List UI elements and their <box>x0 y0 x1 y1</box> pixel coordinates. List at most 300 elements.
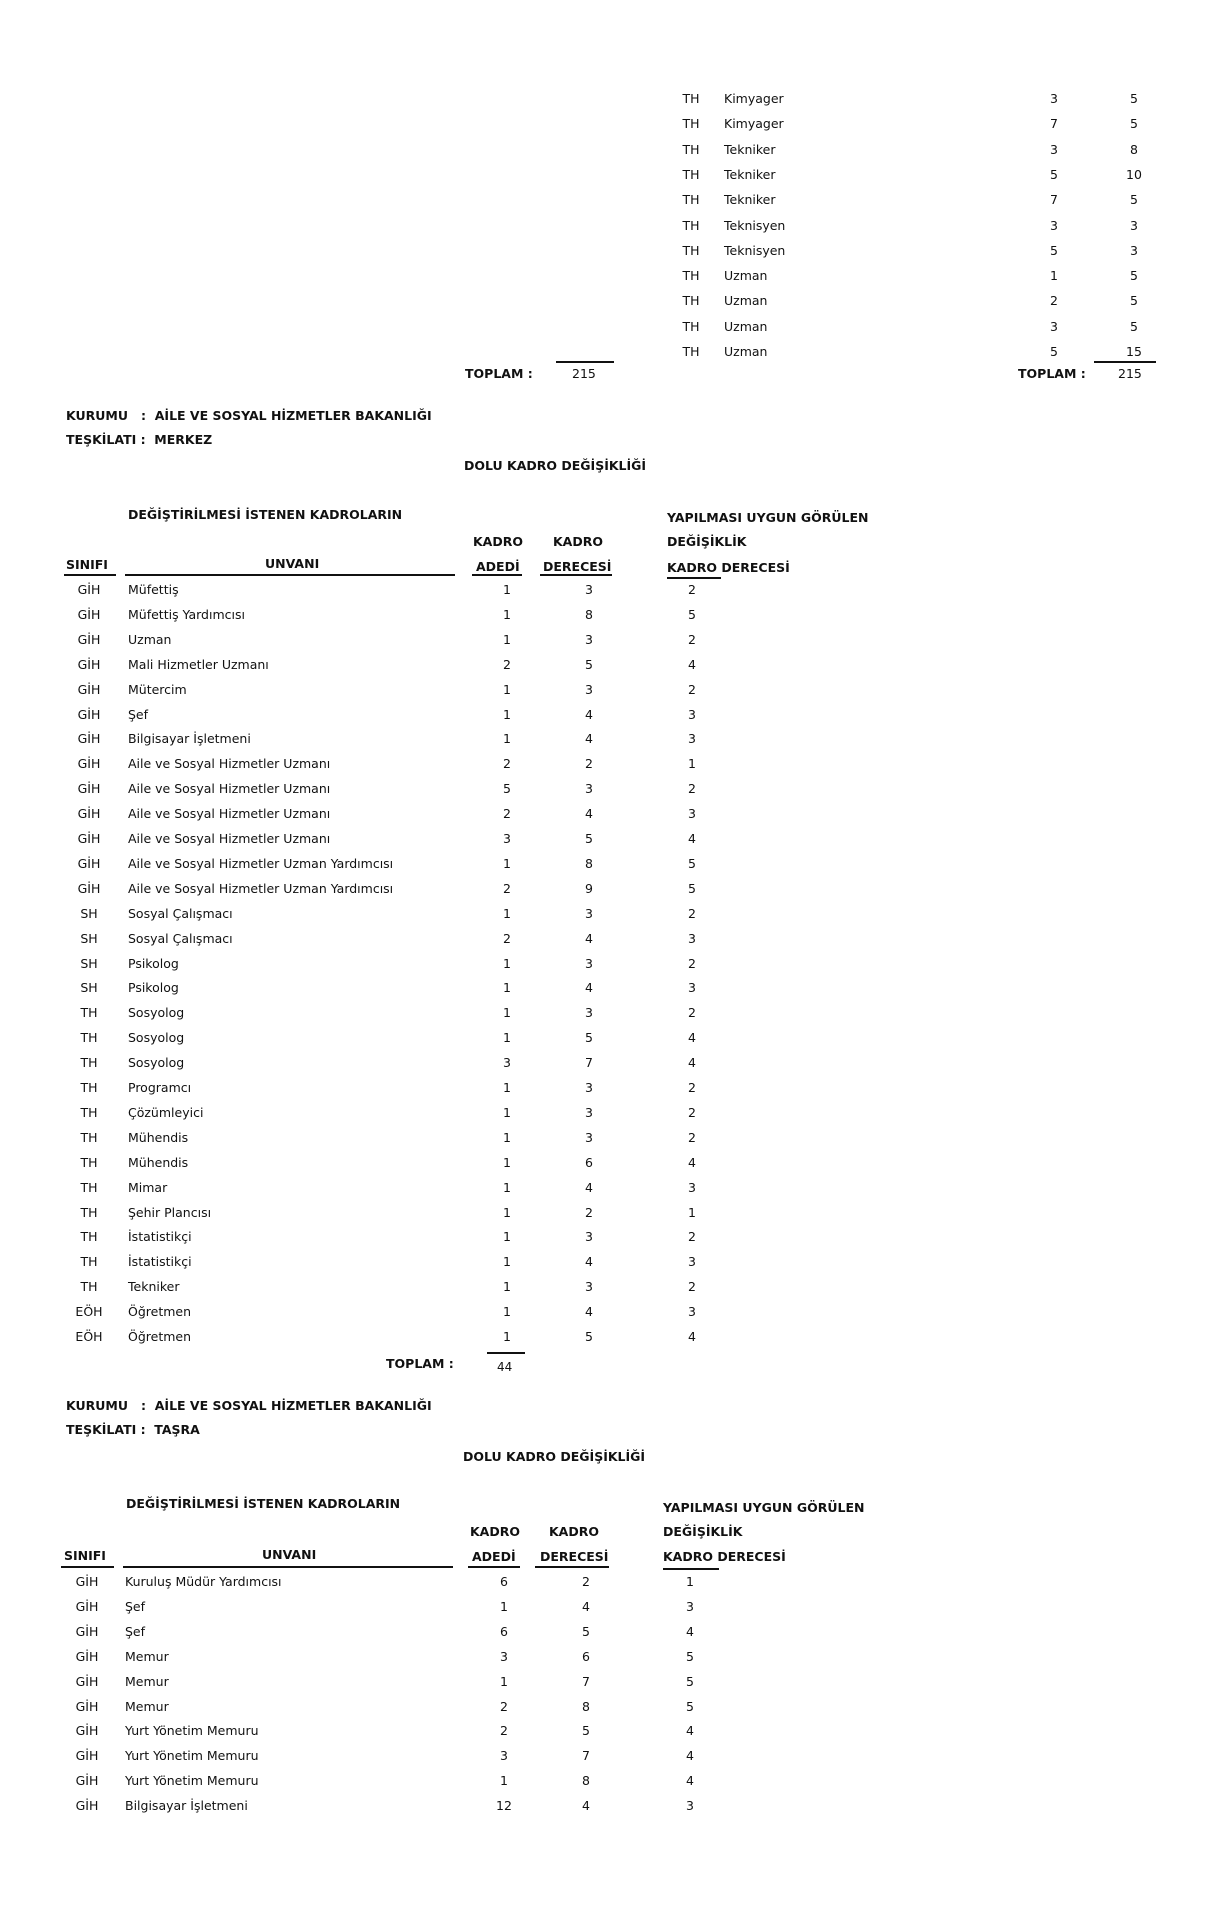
table-row <box>0 314 1223 339</box>
table-row <box>0 1718 1223 1743</box>
table-row <box>0 801 1223 826</box>
cell-unvan: Bilgisayar İşletmeni <box>128 731 251 747</box>
table-row <box>0 1175 1223 1200</box>
cell-unvan: Öğretmen <box>128 1304 192 1320</box>
top-left-total-line <box>556 361 614 363</box>
cell-derece: 8 <box>582 1773 590 1789</box>
cell-unvan: Psikolog <box>128 955 179 971</box>
cell-derece: 5 <box>585 831 593 846</box>
cell-adet: 1 <box>503 1304 511 1320</box>
cell-yeni: 3 <box>686 1598 694 1614</box>
cell-unvan: Uzman <box>128 631 172 647</box>
table-row <box>0 1274 1223 1299</box>
table-row <box>0 1100 1223 1125</box>
cell-derece: 6 <box>585 1154 593 1170</box>
cell-derece: 5 <box>1130 293 1138 309</box>
cell-derece: 5 <box>1130 318 1138 334</box>
cell-derece: 5 <box>1130 192 1138 208</box>
tasra-col-kadro-adet: KADRO <box>470 1524 520 1539</box>
cell-derece: 3 <box>585 631 593 647</box>
cell-sinif: EÖH <box>75 1304 103 1320</box>
cell-unvan: Memur <box>125 1673 169 1689</box>
table-row <box>0 1150 1223 1175</box>
cell-adet: 7 <box>1050 116 1058 132</box>
cell-unvan: Öğretmen <box>128 1329 192 1344</box>
tasra-right-heading-3: KADRO DERECESİ <box>663 1549 786 1564</box>
cell-adet: 1 <box>1050 268 1058 284</box>
cell-yeni: 4 <box>688 831 696 846</box>
cell-unvan: İstatistikçi <box>128 1229 192 1245</box>
cell-unvan: Programcı <box>128 1080 192 1095</box>
cell-adet: 3 <box>500 1748 508 1764</box>
top-left-total: 215 <box>572 366 596 381</box>
cell-unvan: Sosyal Çalışmacı <box>128 905 233 921</box>
cell-adet: 3 <box>1050 217 1058 233</box>
cell-adet: 6 <box>500 1574 508 1589</box>
cell-unvan: Teknisyen <box>724 217 786 233</box>
cell-derece: 4 <box>585 980 593 996</box>
tasra-col-kadro-derece: KADRO <box>549 1524 599 1539</box>
cell-unvan: Çözümleyici <box>128 1104 204 1120</box>
cell-derece: 7 <box>585 1055 593 1071</box>
cell-adet: 1 <box>503 955 511 971</box>
cell-adet: 1 <box>503 980 511 996</box>
table-row <box>0 1200 1223 1225</box>
cell-sinif: SH <box>80 955 98 971</box>
merkez-left-heading: DEĞİŞTİRİLMESİ İSTENEN KADROLARIN <box>128 507 403 522</box>
cell-yeni: 2 <box>688 1279 696 1295</box>
cell-sinif: TH <box>682 293 700 309</box>
cell-derece: 8 <box>582 1698 590 1714</box>
cell-adet: 5 <box>503 781 511 797</box>
top-right-total-label: TOPLAM : <box>1018 366 1086 381</box>
cell-adet: 1 <box>503 1080 511 1095</box>
table-row <box>0 826 1223 851</box>
cell-sinif: GİH <box>75 1648 99 1664</box>
cell-derece: 3 <box>585 681 593 697</box>
cell-adet: 5 <box>1050 242 1058 258</box>
merkez-teskilati: TEŞKİLATI : MERKEZ <box>66 432 213 447</box>
cell-yeni: 3 <box>688 1304 696 1320</box>
tasra-section-title: DOLU KADRO DEĞİŞİKLİĞİ <box>463 1449 646 1464</box>
tasra-header-line-derecesi <box>535 1566 609 1568</box>
cell-sinif: GİH <box>75 1723 99 1739</box>
cell-yeni: 1 <box>688 756 696 772</box>
cell-adet: 7 <box>1050 192 1058 208</box>
cell-unvan: Memur <box>125 1648 169 1664</box>
cell-derece: 8 <box>585 855 593 871</box>
cell-sinif: TH <box>80 1080 98 1095</box>
cell-sinif: GİH <box>75 1673 99 1689</box>
cell-sinif: GİH <box>77 831 101 846</box>
table-row <box>0 1000 1223 1025</box>
cell-derece: 5 <box>585 656 593 672</box>
cell-adet: 1 <box>503 1129 511 1145</box>
tasra-kurumu: KURUMU : AİLE VE SOSYAL HİZMETLER BAKANLIĞI <box>66 1398 432 1413</box>
cell-sinif: GİH <box>77 582 101 597</box>
cell-unvan: Tekniker <box>724 166 776 182</box>
cell-sinif: SH <box>80 930 98 946</box>
cell-unvan: Uzman <box>724 268 768 284</box>
cell-sinif: GİH <box>77 656 101 672</box>
cell-yeni: 5 <box>686 1673 694 1689</box>
cell-sinif: TH <box>682 166 700 182</box>
cell-derece: 4 <box>585 731 593 747</box>
cell-yeni: 2 <box>688 1104 696 1120</box>
cell-yeni: 3 <box>688 930 696 946</box>
cell-derece: 3 <box>585 1129 593 1145</box>
cell-derece: 5 <box>1130 91 1138 106</box>
table-row <box>0 975 1223 1000</box>
cell-sinif: GİH <box>75 1773 99 1789</box>
cell-yeni: 2 <box>688 1229 696 1245</box>
cell-unvan: Şef <box>125 1623 146 1639</box>
cell-sinif: TH <box>682 268 700 284</box>
cell-sinif: GİH <box>77 706 101 722</box>
cell-yeni: 2 <box>688 631 696 647</box>
cell-sinif: GİH <box>75 1748 99 1764</box>
merkez-col-derecesi: DERECESİ <box>543 559 612 574</box>
cell-unvan: Tekniker <box>128 1279 180 1295</box>
cell-sinif: TH <box>682 141 700 157</box>
cell-yeni: 4 <box>688 1030 696 1046</box>
cell-adet: 2 <box>503 930 511 946</box>
cell-sinif: TH <box>80 1229 98 1245</box>
cell-unvan: Yurt Yönetim Memuru <box>125 1723 259 1739</box>
cell-sinif: GİH <box>75 1698 99 1714</box>
cell-unvan: Sosyolog <box>128 1030 185 1046</box>
merkez-right-heading-3: KADRO DERECESİ <box>667 560 790 575</box>
cell-unvan: Yurt Yönetim Memuru <box>125 1773 259 1789</box>
table-row <box>0 901 1223 926</box>
cell-unvan: Sosyolog <box>128 1055 185 1071</box>
merkez-col-sinifi: SINIFI <box>66 557 108 572</box>
cell-adet: 3 <box>1050 318 1058 334</box>
cell-adet: 1 <box>503 855 511 871</box>
table-row <box>0 1619 1223 1644</box>
tasra-header-line-sinifi <box>61 1566 114 1568</box>
cell-adet: 1 <box>503 631 511 647</box>
cell-yeni: 2 <box>688 582 696 597</box>
cell-derece: 6 <box>582 1648 590 1664</box>
cell-adet: 1 <box>503 1154 511 1170</box>
table-row <box>0 726 1223 751</box>
cell-derece: 5 <box>585 1329 593 1344</box>
table-row <box>0 1594 1223 1619</box>
cell-unvan: Uzman <box>724 344 768 359</box>
table-row <box>0 1644 1223 1669</box>
cell-yeni: 3 <box>686 1798 694 1814</box>
tasra-col-sinifi: SINIFI <box>64 1548 106 1563</box>
cell-unvan: Mühendis <box>128 1129 189 1145</box>
cell-sinif: GİH <box>77 681 101 697</box>
cell-adet: 1 <box>503 905 511 921</box>
cell-adet: 5 <box>1050 344 1058 359</box>
cell-derece: 3 <box>585 905 593 921</box>
cell-sinif: GİH <box>75 1598 99 1614</box>
cell-sinif: TH <box>682 217 700 233</box>
cell-yeni: 3 <box>688 706 696 722</box>
cell-unvan: Mütercim <box>128 681 187 697</box>
cell-yeni: 5 <box>688 606 696 622</box>
cell-adet: 1 <box>503 1229 511 1245</box>
cell-yeni: 4 <box>688 656 696 672</box>
cell-derece: 2 <box>585 1204 593 1220</box>
table-row <box>0 1669 1223 1694</box>
merkez-total: 44 <box>497 1360 513 1374</box>
cell-derece: 3 <box>585 1279 593 1295</box>
cell-unvan: İstatistikçi <box>128 1254 192 1270</box>
table-row <box>0 851 1223 876</box>
cell-sinif: GİH <box>77 606 101 622</box>
cell-sinif: GİH <box>77 631 101 647</box>
merkez-header-line-adedi <box>472 574 522 576</box>
cell-adet: 1 <box>503 681 511 697</box>
cell-adet: 1 <box>503 731 511 747</box>
top-left-total-label: TOPLAM : <box>465 366 533 381</box>
tasra-right-heading-2: DEĞİŞİKLİK <box>663 1524 743 1539</box>
cell-sinif: TH <box>682 91 700 106</box>
table-row <box>0 1569 1223 1594</box>
cell-sinif: TH <box>80 1129 98 1145</box>
cell-adet: 1 <box>503 582 511 597</box>
cell-yeni: 5 <box>688 855 696 871</box>
cell-sinif: GİH <box>77 731 101 747</box>
tasra-teskilati: TEŞKİLATI : TAŞRA <box>66 1422 200 1437</box>
cell-derece: 15 <box>1126 344 1142 359</box>
cell-yeni: 2 <box>688 955 696 971</box>
cell-yeni: 5 <box>688 880 696 896</box>
cell-unvan: Uzman <box>724 318 768 334</box>
cell-sinif: GİH <box>75 1574 99 1589</box>
table-row <box>0 1324 1223 1349</box>
cell-adet: 5 <box>1050 166 1058 182</box>
table-row <box>0 1025 1223 1050</box>
merkez-col-kadro-adet: KADRO <box>473 534 523 549</box>
cell-sinif: GİH <box>77 880 101 896</box>
cell-derece: 4 <box>585 706 593 722</box>
cell-unvan: Teknisyen <box>724 242 786 258</box>
cell-adet: 2 <box>1050 293 1058 309</box>
cell-derece: 7 <box>582 1748 590 1764</box>
cell-unvan: Müfettiş Yardımcısı <box>128 606 245 622</box>
tasra-header-line-adedi <box>468 1566 520 1568</box>
table-row <box>0 1793 1223 1818</box>
cell-adet: 1 <box>500 1773 508 1789</box>
cell-derece: 4 <box>585 1304 593 1320</box>
table-row <box>0 263 1223 288</box>
cell-sinif: TH <box>80 1279 98 1295</box>
cell-adet: 1 <box>503 1005 511 1021</box>
tasra-header-line-unvani <box>123 1566 453 1568</box>
cell-derece: 2 <box>585 756 593 772</box>
table-row <box>0 1768 1223 1793</box>
table-row <box>0 702 1223 727</box>
cell-adet: 2 <box>503 880 511 896</box>
cell-derece: 3 <box>585 1104 593 1120</box>
cell-derece: 3 <box>585 1229 593 1245</box>
table-row <box>0 1224 1223 1249</box>
cell-yeni: 4 <box>686 1723 694 1739</box>
cell-unvan: Mali Hizmetler Uzmanı <box>128 656 269 672</box>
cell-yeni: 4 <box>688 1055 696 1071</box>
cell-yeni: 3 <box>688 806 696 822</box>
cell-derece: 7 <box>582 1673 590 1689</box>
cell-sinif: SH <box>80 980 98 996</box>
cell-sinif: TH <box>80 1204 98 1220</box>
cell-yeni: 3 <box>688 980 696 996</box>
table-row <box>0 926 1223 951</box>
cell-yeni: 4 <box>686 1748 694 1764</box>
merkez-section-title: DOLU KADRO DEĞİŞİKLİĞİ <box>464 458 647 473</box>
cell-sinif: GİH <box>77 855 101 871</box>
tasra-left-heading: DEĞİŞTİRİLMESİ İSTENEN KADROLARIN <box>126 1496 401 1511</box>
cell-derece: 3 <box>585 955 593 971</box>
cell-unvan: Tekniker <box>724 192 776 208</box>
top-right-total: 215 <box>1118 366 1142 381</box>
cell-sinif: GİH <box>77 756 101 772</box>
table-row <box>0 751 1223 776</box>
cell-derece: 4 <box>585 930 593 946</box>
tasra-col-derecesi: DERECESİ <box>540 1549 609 1564</box>
cell-unvan: Kimyager <box>724 91 784 106</box>
cell-sinif: GİH <box>75 1623 99 1639</box>
cell-sinif: TH <box>682 242 700 258</box>
cell-sinif: SH <box>80 905 98 921</box>
merkez-right-heading-2: DEĞİŞİKLİK <box>667 534 747 549</box>
cell-yeni: 4 <box>686 1773 694 1789</box>
table-row <box>0 1125 1223 1150</box>
merkez-header-line-unvani <box>125 574 455 576</box>
cell-adet: 2 <box>500 1698 508 1714</box>
cell-derece: 3 <box>585 1080 593 1095</box>
cell-unvan: Psikolog <box>128 980 179 996</box>
table-row <box>0 876 1223 901</box>
merkez-kurumu: KURUMU : AİLE VE SOSYAL HİZMETLER BAKANLIĞI <box>66 408 432 423</box>
cell-unvan: Aile ve Sosyal Hizmetler Uzman Yardımcısı <box>128 855 394 871</box>
cell-adet: 3 <box>503 1055 511 1071</box>
table-row <box>0 1743 1223 1768</box>
cell-derece: 4 <box>582 1798 590 1814</box>
cell-sinif: TH <box>682 344 700 359</box>
cell-adet: 3 <box>1050 91 1058 106</box>
cell-sinif: TH <box>80 1005 98 1021</box>
cell-sinif: TH <box>80 1254 98 1270</box>
cell-yeni: 2 <box>688 681 696 697</box>
cell-derece: 5 <box>582 1723 590 1739</box>
cell-unvan: Kimyager <box>724 116 784 132</box>
table-row <box>0 951 1223 976</box>
cell-yeni: 1 <box>688 1204 696 1220</box>
table-row <box>0 86 1223 111</box>
table-row <box>0 1075 1223 1100</box>
table-row <box>0 288 1223 313</box>
cell-yeni: 1 <box>686 1574 694 1589</box>
cell-unvan: Aile ve Sosyal Hizmetler Uzman Yardımcısı <box>128 880 394 896</box>
cell-adet: 1 <box>500 1598 508 1614</box>
merkez-col-kadro-derece: KADRO <box>553 534 603 549</box>
cell-sinif: GİH <box>77 781 101 797</box>
table-row <box>0 677 1223 702</box>
cell-adet: 2 <box>503 756 511 772</box>
cell-derece: 4 <box>585 806 593 822</box>
cell-unvan: Şehir Plancısı <box>128 1204 212 1220</box>
cell-sinif: TH <box>80 1179 98 1195</box>
cell-derece: 10 <box>1126 166 1142 182</box>
cell-derece: 5 <box>582 1623 590 1639</box>
cell-yeni: 2 <box>688 905 696 921</box>
cell-unvan: Memur <box>125 1698 169 1714</box>
merkez-header-line-derecesi <box>540 574 612 576</box>
merkez-right-heading-1: YAPILMASI UYGUN GÖRÜLEN <box>667 510 869 525</box>
tasra-right-heading-1: YAPILMASI UYGUN GÖRÜLEN <box>663 1500 865 1515</box>
cell-derece: 4 <box>585 1254 593 1270</box>
cell-derece: 3 <box>1130 217 1138 233</box>
table-row <box>0 577 1223 602</box>
table-row <box>0 137 1223 162</box>
table-row <box>0 187 1223 212</box>
tasra-col-adedi: ADEDİ <box>472 1549 516 1564</box>
cell-yeni: 4 <box>686 1623 694 1639</box>
table-row <box>0 627 1223 652</box>
cell-adet: 1 <box>503 1104 511 1120</box>
cell-adet: 6 <box>500 1623 508 1639</box>
cell-adet: 1 <box>503 1204 511 1220</box>
cell-derece: 4 <box>582 1598 590 1614</box>
cell-adet: 12 <box>496 1798 512 1814</box>
table-row <box>0 162 1223 187</box>
cell-adet: 1 <box>503 1329 511 1344</box>
table-row <box>0 1249 1223 1274</box>
cell-derece: 9 <box>585 880 593 896</box>
cell-unvan: Mühendis <box>128 1154 189 1170</box>
cell-sinif: TH <box>682 318 700 334</box>
cell-yeni: 3 <box>688 731 696 747</box>
cell-adet: 3 <box>500 1648 508 1664</box>
cell-yeni: 3 <box>688 1254 696 1270</box>
cell-yeni: 3 <box>688 1179 696 1195</box>
table-row <box>0 1694 1223 1719</box>
cell-yeni: 2 <box>688 1080 696 1095</box>
cell-derece: 5 <box>1130 116 1138 132</box>
cell-sinif: GİH <box>77 806 101 822</box>
cell-sinif: EÖH <box>75 1329 103 1344</box>
cell-adet: 1 <box>500 1673 508 1689</box>
cell-unvan: Şef <box>128 706 149 722</box>
cell-adet: 1 <box>503 1179 511 1195</box>
table-row <box>0 776 1223 801</box>
cell-derece: 3 <box>1130 242 1138 258</box>
cell-adet: 1 <box>503 606 511 622</box>
cell-adet: 2 <box>500 1723 508 1739</box>
merkez-header-line-sinifi <box>64 574 116 576</box>
cell-adet: 2 <box>503 656 511 672</box>
cell-unvan: Yurt Yönetim Memuru <box>125 1748 259 1764</box>
cell-derece: 5 <box>1130 268 1138 284</box>
cell-unvan: Aile ve Sosyal Hizmetler Uzmanı <box>128 781 331 797</box>
cell-adet: 1 <box>503 1254 511 1270</box>
cell-yeni: 2 <box>688 1129 696 1145</box>
cell-adet: 1 <box>503 1030 511 1046</box>
cell-unvan: Aile ve Sosyal Hizmetler Uzmanı <box>128 806 331 822</box>
cell-unvan: Bilgisayar İşletmeni <box>125 1798 248 1814</box>
merkez-total-line <box>487 1352 525 1354</box>
tasra-col-unvani: UNVANI <box>262 1547 317 1562</box>
cell-unvan: Tekniker <box>724 141 776 157</box>
cell-unvan: Şef <box>125 1598 146 1614</box>
cell-yeni: 4 <box>688 1154 696 1170</box>
cell-derece: 3 <box>585 781 593 797</box>
